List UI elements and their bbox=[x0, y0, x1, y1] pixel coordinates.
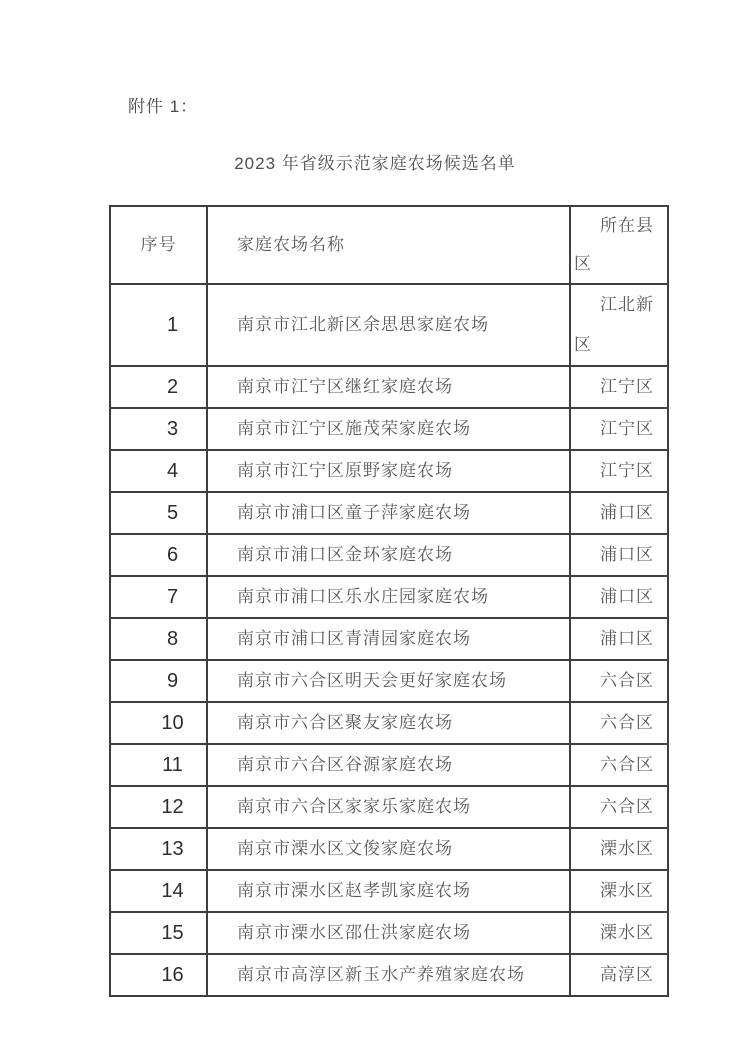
farm-name-cell: 南京市江宁区原野家庭农场 bbox=[207, 450, 570, 492]
district-cell: 六合区 bbox=[570, 660, 668, 702]
district-cell: 浦口区 bbox=[570, 534, 668, 576]
row-number-cell: 5 bbox=[110, 492, 207, 534]
row-number-cell: 13 bbox=[110, 828, 207, 870]
district-cell: 溧水区 bbox=[570, 828, 668, 870]
district-cell: 高淳区 bbox=[570, 954, 668, 996]
district-cell: 六合区 bbox=[570, 786, 668, 828]
table-row bbox=[110, 828, 668, 870]
farm-name-cell: 南京市江宁区继红家庭农场 bbox=[207, 366, 570, 408]
column-header-number: 序号 bbox=[110, 206, 207, 284]
farm-name-cell: 南京市浦口区金环家庭农场 bbox=[207, 534, 570, 576]
farm-name-cell: 南京市高淳区新玉水产养殖家庭农场 bbox=[207, 954, 570, 996]
table-row bbox=[110, 450, 668, 492]
row-number-cell: 3 bbox=[110, 408, 207, 450]
column-header-district: 所在县区 bbox=[570, 206, 668, 284]
row-number-cell: 2 bbox=[110, 366, 207, 408]
farm-name-cell: 南京市六合区明天会更好家庭农场 bbox=[207, 660, 570, 702]
column-header-farm-name: 家庭农场名称 bbox=[207, 206, 570, 284]
district-cell: 溧水区 bbox=[570, 870, 668, 912]
row-number-cell: 14 bbox=[110, 870, 207, 912]
table-row bbox=[110, 618, 668, 660]
row-number-cell: 7 bbox=[110, 576, 207, 618]
table-row bbox=[110, 576, 668, 618]
farm-name-cell: 南京市江北新区余思思家庭农场 bbox=[207, 284, 570, 366]
page-title: 2023 年省级示范家庭农场候选名单 bbox=[234, 154, 516, 173]
district-cell: 江宁区 bbox=[570, 450, 668, 492]
table-row bbox=[110, 744, 668, 786]
table-row bbox=[110, 534, 668, 576]
district-cell: 六合区 bbox=[570, 744, 668, 786]
row-number-cell: 15 bbox=[110, 912, 207, 954]
row-number-cell: 10 bbox=[110, 702, 207, 744]
farm-name-cell: 南京市六合区谷源家庭农场 bbox=[207, 744, 570, 786]
farm-name-cell: 南京市六合区聚友家庭农场 bbox=[207, 702, 570, 744]
row-number-cell: 12 bbox=[110, 786, 207, 828]
row-number-cell: 6 bbox=[110, 534, 207, 576]
district-cell: 江北新区 bbox=[570, 284, 668, 366]
row-number-cell: 11 bbox=[110, 744, 207, 786]
table-row bbox=[110, 954, 668, 996]
farm-name-cell: 南京市浦口区乐水庄园家庭农场 bbox=[207, 576, 570, 618]
table-row bbox=[110, 870, 668, 912]
row-number-cell: 1 bbox=[110, 284, 207, 366]
district-cell: 江宁区 bbox=[570, 366, 668, 408]
attachment-label: 附件 1： bbox=[128, 97, 199, 116]
district-cell: 六合区 bbox=[570, 702, 668, 744]
district-cell: 浦口区 bbox=[570, 576, 668, 618]
table-row bbox=[110, 366, 668, 408]
table-row bbox=[110, 702, 668, 744]
table-row bbox=[110, 284, 668, 366]
table-header-row bbox=[110, 206, 668, 284]
table-row bbox=[110, 786, 668, 828]
farm-name-cell: 南京市六合区家家乐家庭农场 bbox=[207, 786, 570, 828]
district-cell: 浦口区 bbox=[570, 618, 668, 660]
farm-name-cell: 南京市溧水区邵仕洪家庭农场 bbox=[207, 912, 570, 954]
farm-list-table bbox=[109, 205, 669, 997]
table-row bbox=[110, 492, 668, 534]
table-row bbox=[110, 660, 668, 702]
farm-name-cell: 南京市江宁区施茂荣家庭农场 bbox=[207, 408, 570, 450]
farm-name-cell: 南京市浦口区青清园家庭农场 bbox=[207, 618, 570, 660]
row-number-cell: 8 bbox=[110, 618, 207, 660]
table-body bbox=[110, 284, 668, 996]
row-number-cell: 4 bbox=[110, 450, 207, 492]
table-row bbox=[110, 408, 668, 450]
table-row bbox=[110, 912, 668, 954]
row-number-cell: 9 bbox=[110, 660, 207, 702]
row-number-cell: 16 bbox=[110, 954, 207, 996]
farm-name-cell: 南京市溧水区文俊家庭农场 bbox=[207, 828, 570, 870]
district-cell: 江宁区 bbox=[570, 408, 668, 450]
farm-name-cell: 南京市溧水区赵孝凯家庭农场 bbox=[207, 870, 570, 912]
district-cell: 溧水区 bbox=[570, 912, 668, 954]
farm-name-cell: 南京市浦口区童子萍家庭农场 bbox=[207, 492, 570, 534]
district-cell: 浦口区 bbox=[570, 492, 668, 534]
